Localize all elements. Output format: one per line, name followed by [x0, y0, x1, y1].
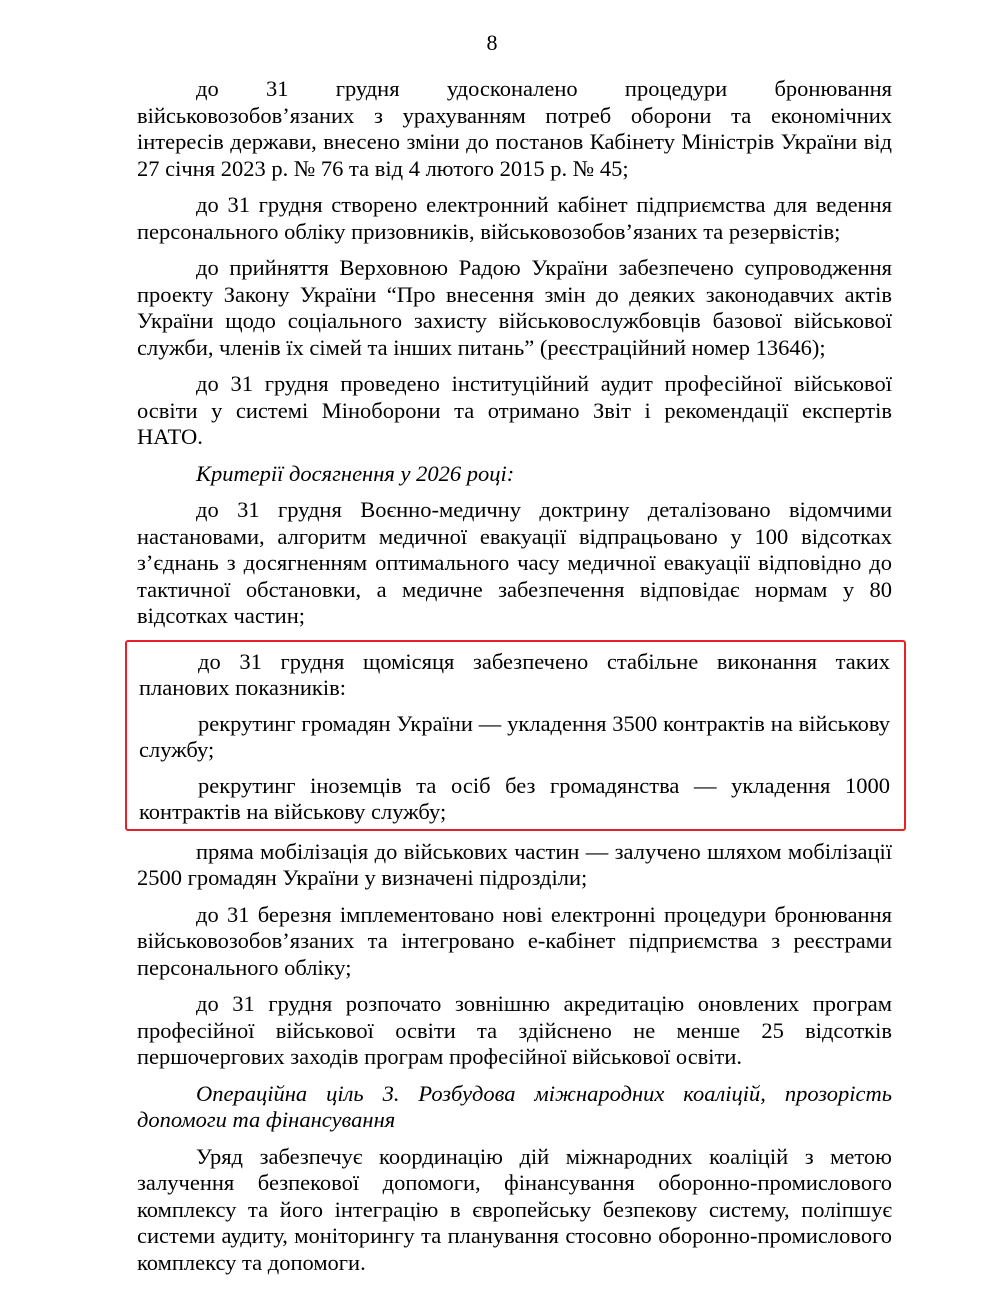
document-body — [137, 76, 892, 1286]
operational-goal-heading: Операційна ціль 3. Розбудова міжнародних коаліцій, прозорість допомоги та фінансування — [137, 1080, 892, 1132]
criteria-heading: Критерії досягнення у 2026 році: — [196, 460, 515, 486]
paragraph-enterprise-cabinet: до 31 грудня створено електронний кабінет підприємства для ведення персонального обліку призовників, військовозобов’язаних та резервістів; — [137, 192, 892, 244]
paragraph-accreditation: до 31 грудня розпочато зовнішню акредитацію оновлених програм професійної військової освіти та здійснено не менше 25 відсотків першочергових заходів програм професійної військової освіти. — [137, 991, 892, 1069]
paragraph-draft-law-support: до прийняття Верховною Радою України забезпечено супроводження проекту Закону України “Про внесення змін до деяких законодавчих актів України щодо соціального захисту військовослужбовців базової військової служби, членів їх сімей та інших питань” (реєстраційний номер 13646); — [137, 255, 892, 360]
paragraph-monthly-indicators: до 31 грудня щомісяця забезпечено стабільне виконання таких планових показників: — [139, 648, 890, 700]
paragraph-medical-doctrine: до 31 грудня Воєнно-медичну доктрину деталізовано відомчими настановами, алгоритм медичної евакуації відпрацьовано у 100 відсотках з’єднань з досягненням оптимального часу медичної евакуації відповідно до тактичної обстановки, а медичне забезпечення відповідає нормам у 80 відсотках частин; — [137, 497, 892, 628]
paragraph-direct-mobilization: пряма мобілізація до військових частин — залучено шляхом мобілізації 2500 громадян України у визначені підрозділи; — [137, 838, 892, 890]
paragraph-recruiting-citizens: рекрутинг громадян України — укладення 3500 контрактів на військову службу; — [139, 710, 890, 762]
paragraph-recruiting-foreigners: рекрутинг іноземців та осіб без громадянства — укладення 1000 контрактів на військову службу; — [139, 772, 890, 824]
page-number: 8 — [486, 30, 498, 55]
highlighted-recruiting-block — [125, 640, 906, 831]
paragraph-government-coordination: Уряд забезпечує координацію дій міжнародних коаліцій з метою залучення безпекової допомоги, фінансування оборонно-промислового комплексу та його інтеграцію в європейську безпекову систему, поліпшує системи аудиту, моніторингу та планування стосовно оборонно-промислового комплексу та допомоги. — [137, 1143, 892, 1275]
paragraph-education-audit: до 31 грудня проведено інституційний аудит професійної військової освіти у системі Міноборони та отримано Звіт і рекомендації експертів НАТО. — [137, 371, 892, 449]
paragraph-reservation-procedures: до 31 грудня удосконалено процедури бронювання військовозобов’язаних з урахуванням потреб оборони та економічних інтересів держави, внесено зміни до постанов Кабінету Міністрів України від 27 січня 2023 р. № 76 та від 4 лютого 2015 р. № 45; — [137, 76, 892, 181]
paragraph-electronic-reservation: до 31 березня імплементовано нові електронні процедури бронювання військовозобов’язаних та інтегровано е-кабінет підприємства з реєстрами персонального обліку; — [137, 901, 892, 980]
